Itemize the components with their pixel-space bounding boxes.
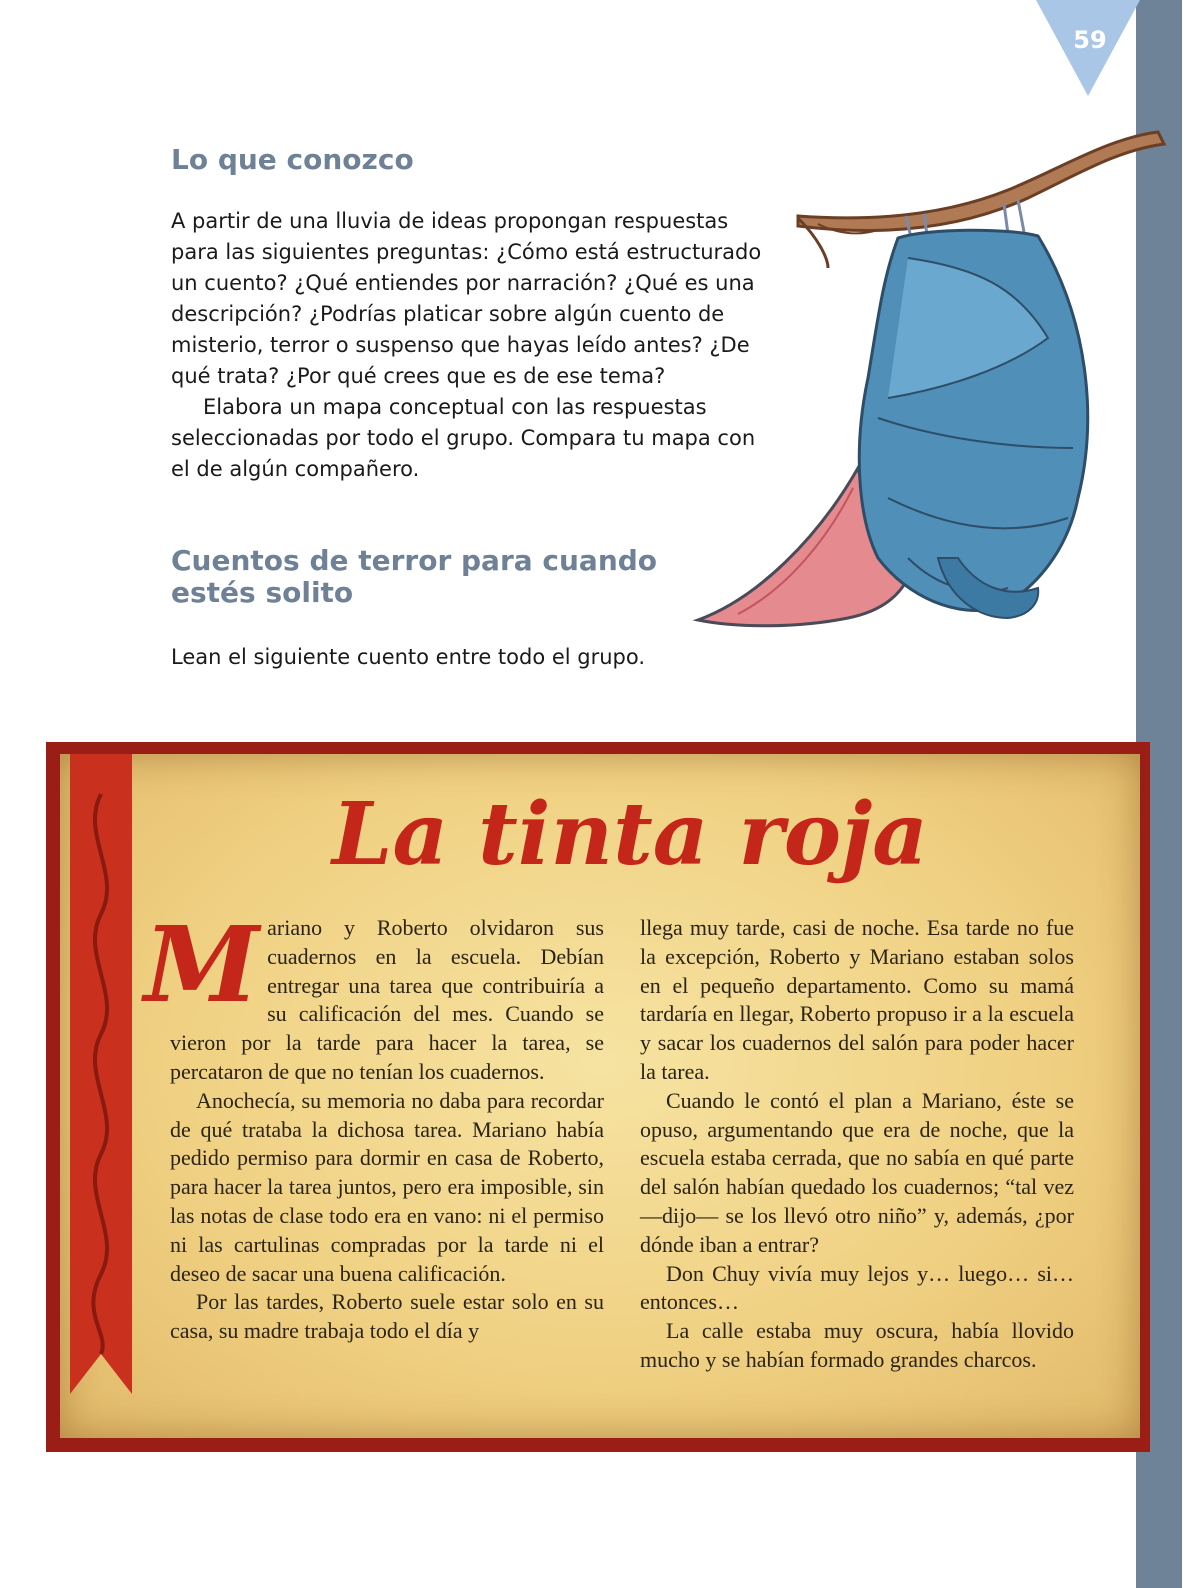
story-paragraph: Cuando le contó el plan a Mariano, éste se opuso, argumentando que era de noche, que la escuela estaba cerrada, que no sabía en qué parte del salón habían quedado los cuadernos; “tal vez —dijo— se los llevó otro niño” y, además, ¿por dónde iban a entrar? xyxy=(640,1087,1074,1257)
story-paragraph xyxy=(144,903,604,1087)
section-heading-lo-que-conozco: Lo que conozco xyxy=(171,143,414,176)
reading-instruction: Lean el siguiente cuento entre todo el grupo. xyxy=(171,645,646,669)
bat-illustration xyxy=(678,118,1168,648)
intro-text xyxy=(171,206,763,485)
drop-cap: M xyxy=(144,903,260,1026)
story-paragraph: Por las tardes, Roberto suele estar solo en su casa, su madre trabaja todo el día y xyxy=(170,1289,604,1344)
story-paragraph: Anochecía, su memoria no daba para recordar de qué trataba la dichosa tarea. Mariano había pedido permiso para dormir en casa de Roberto, para hacer la tarea juntos, pero era imposible, sin las notas de clase todo era en vano: ni el permiso ni las cartulinas compradas por la tarde ni el deseo de sacar una buena calificación. xyxy=(170,1087,604,1286)
section-heading-cuentos-de-terror: Cuentos de terror para cuando estés solito xyxy=(171,544,658,609)
story-paragraph-text: ariano y Roberto olvidaron sus cuadernos en la escuela. Debían entregar una tarea que contribuiría a su calificación del mes. Cuando se vieron por la tarde para hacer la tarea, se percataron de que no tenían los cuadernos. xyxy=(170,915,604,1084)
story-paragraph: La calle estaba muy oscura, había llovido mucho y se habían formado grandes charcos. xyxy=(640,1318,1074,1372)
story-column-left xyxy=(144,903,604,1346)
story-column-right xyxy=(640,914,1074,1375)
story-title: La tinta roja xyxy=(332,784,928,885)
story-paragraph: Don Chuy vivía muy lejos y… luego… si… entonces… xyxy=(640,1260,1074,1315)
page-edge-white-strip xyxy=(1182,0,1204,1588)
page-number: 59 xyxy=(1073,26,1107,54)
intro-paragraph: Elabora un mapa conceptual con las respuestas seleccionadas por todo el grupo. Compara tu mapa con el de algún compañero. xyxy=(171,395,756,481)
red-ribbon-decoration xyxy=(70,754,132,1394)
intro-paragraph: A partir de una lluvia de ideas propongan respuestas para las siguientes preguntas: ¿Cómo está estructurado un cuento? ¿Qué entiendes por narración? ¿Qué es una descripción? ¿Podrías platicar sobre algún cuento de misterio, terror o suspenso que hayas leído antes? ¿De qué trata? ¿Por qué crees que es de ese tema? xyxy=(171,209,762,388)
story-paragraph: llega muy tarde, casi de noche. Esa tarde no fue la excepción, Roberto y Mariano estaban solos en el pequeño departamento. Como su mamá tardaría en llegar, Roberto propuso ir a la escuela y sacar los cuadernos del salón para poder hacer la tarea. xyxy=(640,915,1074,1084)
